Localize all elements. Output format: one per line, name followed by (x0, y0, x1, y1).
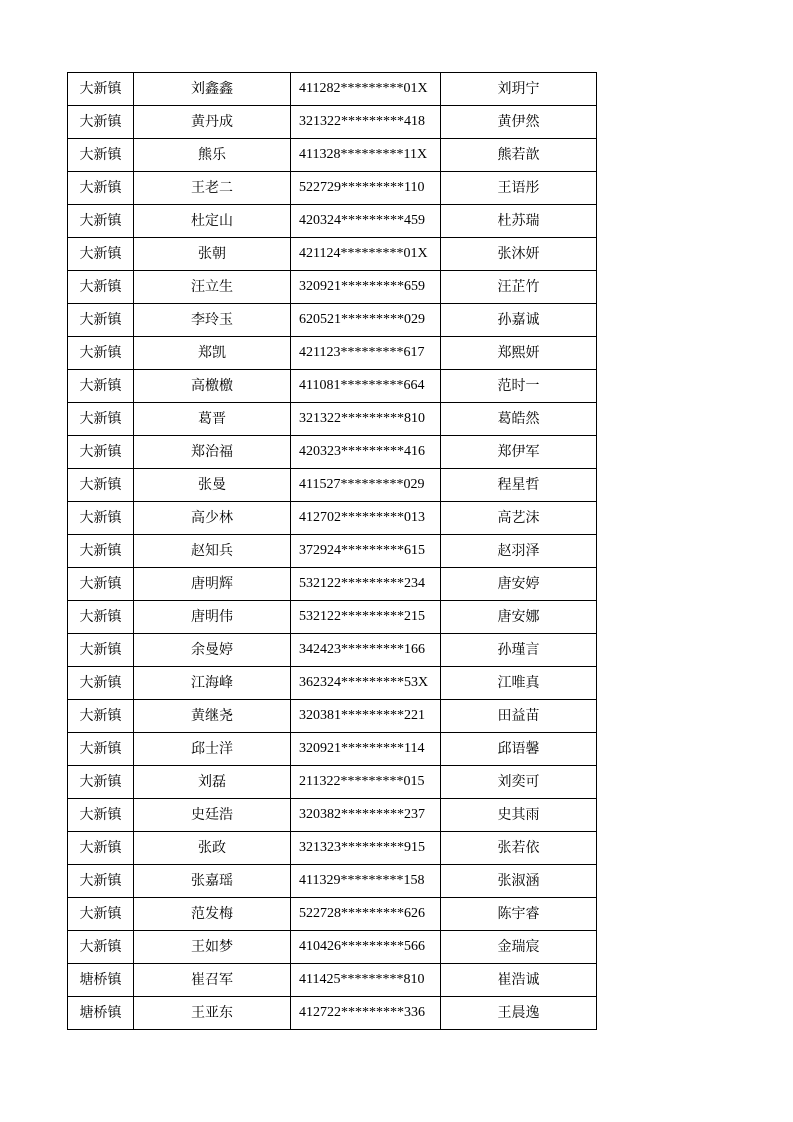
town-cell: 大新镇 (68, 337, 134, 370)
applicant-name-cell: 葛晋 (134, 403, 291, 436)
id-number-cell: 412722*********336 (291, 997, 441, 1030)
table-row (68, 271, 597, 304)
child-name-cell: 高艺沫 (441, 502, 597, 535)
applicant-name-cell: 刘磊 (134, 766, 291, 799)
child-name-cell: 郑伊军 (441, 436, 597, 469)
child-name-cell: 崔浩诚 (441, 964, 597, 997)
table-row (68, 898, 597, 931)
id-number-cell: 411329*********158 (291, 865, 441, 898)
id-number-cell: 420324*********459 (291, 205, 441, 238)
child-name-cell: 江唯真 (441, 667, 597, 700)
town-cell: 大新镇 (68, 667, 134, 700)
town-cell: 大新镇 (68, 172, 134, 205)
child-name-cell: 唐安婷 (441, 568, 597, 601)
applicant-name-cell: 郑治福 (134, 436, 291, 469)
id-number-cell: 411081*********664 (291, 370, 441, 403)
id-number-cell: 320382*********237 (291, 799, 441, 832)
town-cell: 大新镇 (68, 502, 134, 535)
town-cell: 大新镇 (68, 238, 134, 271)
child-name-cell: 史其雨 (441, 799, 597, 832)
table-row (68, 172, 597, 205)
id-number-cell: 522728*********626 (291, 898, 441, 931)
table-row (68, 700, 597, 733)
town-cell: 大新镇 (68, 601, 134, 634)
town-cell: 大新镇 (68, 469, 134, 502)
child-name-cell: 刘奕可 (441, 766, 597, 799)
roster-sheet (67, 72, 597, 1030)
town-cell: 塘桥镇 (68, 964, 134, 997)
table-row (68, 469, 597, 502)
id-number-cell: 320921*********114 (291, 733, 441, 766)
applicant-name-cell: 熊乐 (134, 139, 291, 172)
child-name-cell: 张若依 (441, 832, 597, 865)
applicant-name-cell: 江海峰 (134, 667, 291, 700)
table-row (68, 766, 597, 799)
child-name-cell: 葛皓然 (441, 403, 597, 436)
applicant-name-cell: 刘鑫鑫 (134, 73, 291, 106)
applicant-name-cell: 高少林 (134, 502, 291, 535)
town-cell: 大新镇 (68, 106, 134, 139)
town-cell: 塘桥镇 (68, 997, 134, 1030)
town-cell: 大新镇 (68, 139, 134, 172)
table-row (68, 73, 597, 106)
id-number-cell: 532122*********215 (291, 601, 441, 634)
table-row (68, 997, 597, 1030)
id-number-cell: 412702*********013 (291, 502, 441, 535)
table-row (68, 238, 597, 271)
town-cell: 大新镇 (68, 634, 134, 667)
child-name-cell: 金瑞宸 (441, 931, 597, 964)
table-row (68, 106, 597, 139)
id-number-cell: 522729*********110 (291, 172, 441, 205)
town-cell: 大新镇 (68, 568, 134, 601)
child-name-cell: 王晨逸 (441, 997, 597, 1030)
applicant-name-cell: 杜定山 (134, 205, 291, 238)
id-number-cell: 320921*********659 (291, 271, 441, 304)
child-name-cell: 孙瑾言 (441, 634, 597, 667)
town-cell: 大新镇 (68, 271, 134, 304)
id-number-cell: 421123*********617 (291, 337, 441, 370)
id-number-cell: 411527*********029 (291, 469, 441, 502)
id-number-cell: 411328*********11X (291, 139, 441, 172)
id-number-cell: 211322*********015 (291, 766, 441, 799)
applicant-name-cell: 张曼 (134, 469, 291, 502)
table-row (68, 799, 597, 832)
id-number-cell: 410426*********566 (291, 931, 441, 964)
town-cell: 大新镇 (68, 898, 134, 931)
applicant-name-cell: 王亚东 (134, 997, 291, 1030)
town-cell: 大新镇 (68, 370, 134, 403)
table-row (68, 733, 597, 766)
town-cell: 大新镇 (68, 766, 134, 799)
child-name-cell: 张沐妍 (441, 238, 597, 271)
applicant-name-cell: 张政 (134, 832, 291, 865)
table-row (68, 403, 597, 436)
applicant-name-cell: 郑凯 (134, 337, 291, 370)
child-name-cell: 范时一 (441, 370, 597, 403)
applicant-name-cell: 赵知兵 (134, 535, 291, 568)
roster-table-body (68, 73, 597, 1030)
table-row (68, 865, 597, 898)
table-row (68, 370, 597, 403)
table-row (68, 964, 597, 997)
table-row (68, 667, 597, 700)
town-cell: 大新镇 (68, 700, 134, 733)
town-cell: 大新镇 (68, 304, 134, 337)
town-cell: 大新镇 (68, 832, 134, 865)
applicant-name-cell: 唐明伟 (134, 601, 291, 634)
applicant-name-cell: 邱士洋 (134, 733, 291, 766)
town-cell: 大新镇 (68, 799, 134, 832)
town-cell: 大新镇 (68, 73, 134, 106)
table-row (68, 436, 597, 469)
applicant-name-cell: 张朝 (134, 238, 291, 271)
town-cell: 大新镇 (68, 865, 134, 898)
id-number-cell: 372924*********615 (291, 535, 441, 568)
table-row (68, 205, 597, 238)
child-name-cell: 孙嘉诚 (441, 304, 597, 337)
id-number-cell: 532122*********234 (291, 568, 441, 601)
table-row (68, 832, 597, 865)
id-number-cell: 321322*********810 (291, 403, 441, 436)
applicant-name-cell: 范发梅 (134, 898, 291, 931)
table-row (68, 931, 597, 964)
child-name-cell: 赵羽泽 (441, 535, 597, 568)
applicant-name-cell: 余曼婷 (134, 634, 291, 667)
applicant-name-cell: 高檄檄 (134, 370, 291, 403)
applicant-name-cell: 李玲玉 (134, 304, 291, 337)
table-row (68, 568, 597, 601)
id-number-cell: 321322*********418 (291, 106, 441, 139)
child-name-cell: 张淑涵 (441, 865, 597, 898)
applicant-name-cell: 张嘉瑶 (134, 865, 291, 898)
child-name-cell: 王语彤 (441, 172, 597, 205)
town-cell: 大新镇 (68, 931, 134, 964)
applicant-name-cell: 史廷浩 (134, 799, 291, 832)
roster-table (67, 72, 597, 1030)
child-name-cell: 陈宇睿 (441, 898, 597, 931)
id-number-cell: 362324*********53X (291, 667, 441, 700)
table-row (68, 535, 597, 568)
table-row (68, 601, 597, 634)
child-name-cell: 郑熙妍 (441, 337, 597, 370)
table-row (68, 304, 597, 337)
child-name-cell: 汪芷竹 (441, 271, 597, 304)
town-cell: 大新镇 (68, 436, 134, 469)
id-number-cell: 321323*********915 (291, 832, 441, 865)
town-cell: 大新镇 (68, 403, 134, 436)
id-number-cell: 320381*********221 (291, 700, 441, 733)
table-row (68, 634, 597, 667)
applicant-name-cell: 汪立生 (134, 271, 291, 304)
town-cell: 大新镇 (68, 535, 134, 568)
child-name-cell: 唐安娜 (441, 601, 597, 634)
applicant-name-cell: 王老二 (134, 172, 291, 205)
child-name-cell: 程星哲 (441, 469, 597, 502)
applicant-name-cell: 崔召军 (134, 964, 291, 997)
child-name-cell: 熊若歆 (441, 139, 597, 172)
id-number-cell: 411282*********01X (291, 73, 441, 106)
child-name-cell: 杜苏瑞 (441, 205, 597, 238)
child-name-cell: 邱语馨 (441, 733, 597, 766)
id-number-cell: 421124*********01X (291, 238, 441, 271)
id-number-cell: 420323*********416 (291, 436, 441, 469)
id-number-cell: 620521*********029 (291, 304, 441, 337)
town-cell: 大新镇 (68, 205, 134, 238)
table-row (68, 337, 597, 370)
applicant-name-cell: 黄丹成 (134, 106, 291, 139)
child-name-cell: 刘玥宁 (441, 73, 597, 106)
town-cell: 大新镇 (68, 733, 134, 766)
applicant-name-cell: 唐明辉 (134, 568, 291, 601)
applicant-name-cell: 王如梦 (134, 931, 291, 964)
id-number-cell: 342423*********166 (291, 634, 441, 667)
table-row (68, 139, 597, 172)
child-name-cell: 黄伊然 (441, 106, 597, 139)
id-number-cell: 411425*********810 (291, 964, 441, 997)
table-row (68, 502, 597, 535)
child-name-cell: 田益苗 (441, 700, 597, 733)
applicant-name-cell: 黄继尧 (134, 700, 291, 733)
